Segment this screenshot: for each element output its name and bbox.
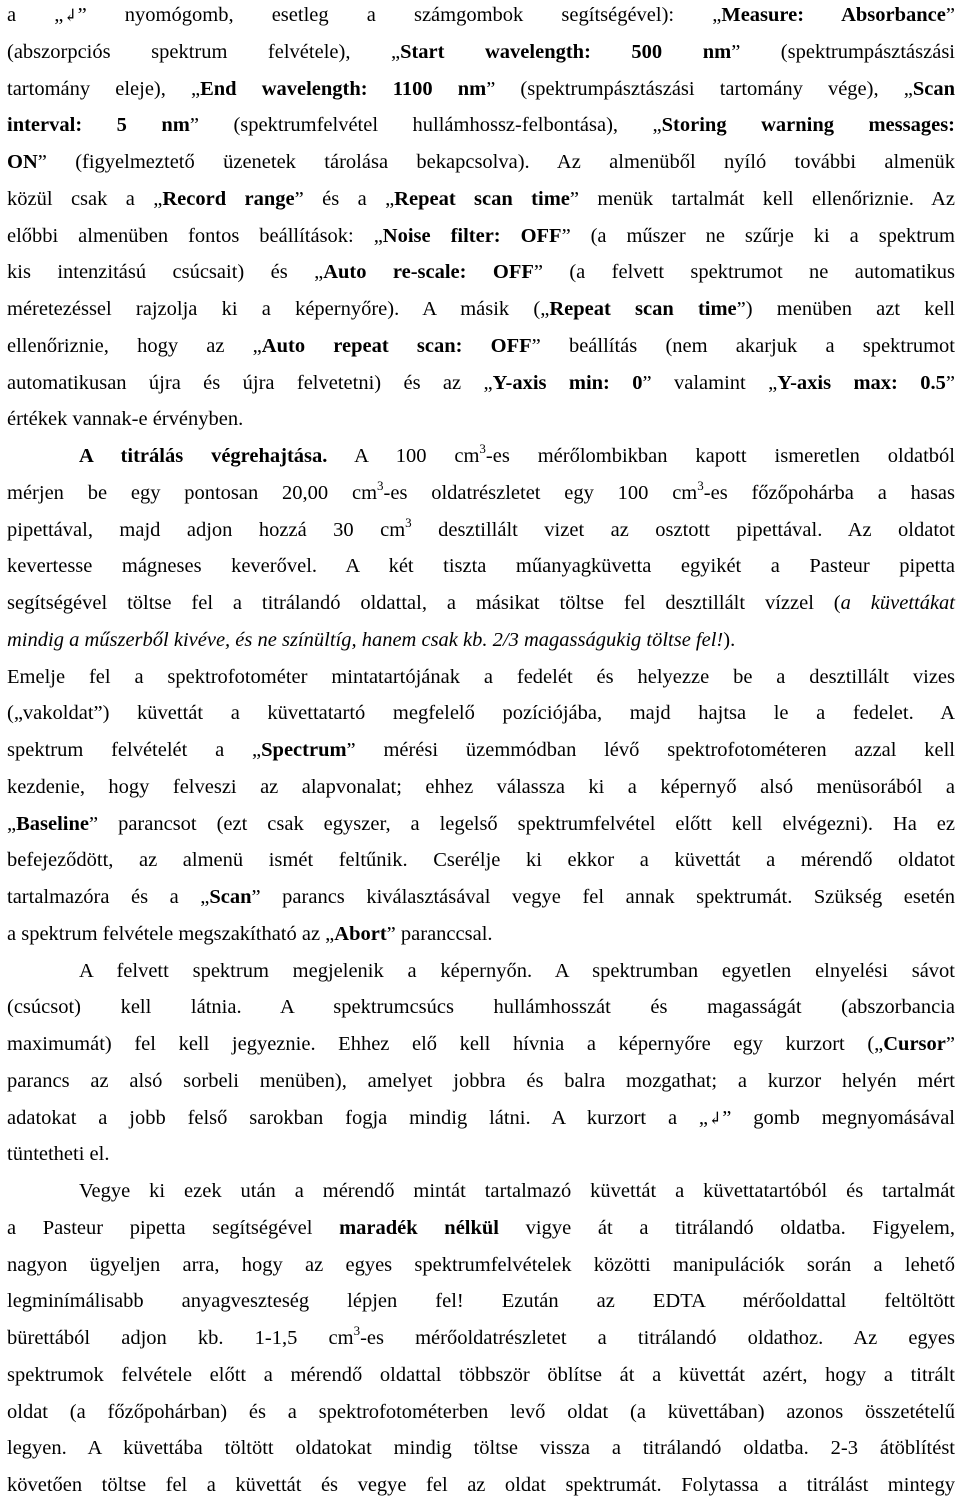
text-line (7, 769, 955, 805)
text-run: spektrum felvételét a „ (7, 739, 262, 761)
text-run: A 100 cm (327, 445, 480, 467)
text-line (79, 953, 955, 989)
text-run: befejeződött, az almenü ismét feltűnik. Cserélje ki ekkor a küvettát a mérendő oldatot (7, 849, 955, 872)
text-line (7, 1357, 955, 1393)
text-run: ” (a felvett spektrumot ne automatikus (533, 261, 955, 284)
text-run: Vegye ki ezek után a mérendő mintát tartalmazó küvettát a küvettatartóból és tartalmát (79, 1180, 955, 1202)
text-line (7, 732, 955, 768)
text-run: -es mérőlombikban kapott ismeretlen oldatból (485, 445, 955, 467)
text-run: nagyon ügyeljen arra, hogy az egyes spektrumfelvételek közötti manipulációk során a lehető (7, 1253, 955, 1276)
text-line (7, 1467, 955, 1503)
text-run: „ (7, 812, 17, 835)
text-run: legyen. A küvettába töltött oldatokat mindig töltse vissza a titrálandó oldatba. 2-3 átöblítést (7, 1437, 955, 1460)
text-line (7, 548, 955, 584)
bold-run: Start wavelength: 500 nm (400, 40, 732, 63)
text-run: ” (figyelmeztető üzenetek tárolása bekapcsolva). Az almenüből nyíló további almenük (37, 151, 955, 173)
text-run: ). (723, 628, 736, 651)
text-run: pipettával, majd adjon hozzá 30 cm (7, 518, 406, 541)
bold-run: Record range (162, 187, 295, 210)
italic-run: mindig a műszerből kivéve, és ne színültíg, hanem csak kb. 2/3 magasságukig töltse fel! (7, 628, 724, 651)
text-run: értékek vannak-e érvényben. (7, 408, 244, 431)
text-run: spektrumok felvétele előtt a mérendő oldattal többször öblítse át a küvettát azért, hogy a titrált (7, 1363, 955, 1386)
text-run: tartomány eleje), „ (7, 77, 201, 100)
text-line (7, 842, 955, 878)
text-run: ” nyomógomb, esetleg a számgombok segítségével): „ (77, 4, 722, 26)
text-run: („vakoldat”) küvettát a küvettatartó megfelelő pozíciójába, majd hajtsa le a fedelet. A (7, 702, 955, 725)
text-line (7, 1320, 955, 1356)
bold-run: interval: 5 nm (7, 114, 190, 137)
bold-run: Repeat scan time (549, 298, 737, 320)
text-run: (abszorpciós spektrum felvétele), „ (7, 40, 401, 63)
text-run: a Pasteur pipetta segítségével (7, 1216, 340, 1239)
bold-run: Storing warning messages: (661, 114, 956, 137)
text-run: maximumát) fel kell jegyeznie. Ehhez elő kell hívnia a képernyőre egy kurzort („ (7, 1033, 884, 1055)
bold-run: Auto re-scale: OFF (323, 261, 534, 284)
text-line (7, 989, 955, 1025)
bold-run: Measure: Absorbance (721, 4, 946, 26)
text-run: a „ (7, 4, 64, 26)
text-run: parancs az alsó sorbeli menüben), amelyet jobbra és balra mozgathat; a kurzor helyén mért (7, 1069, 955, 1092)
text-run: -es oldatrészletet egy 100 cm (383, 481, 698, 504)
text-line (7, 879, 955, 915)
text-line (7, 1063, 955, 1099)
text-run: vigye át a titrálandó oldatba. Figyelem, (499, 1216, 955, 1239)
text-line (7, 1026, 955, 1062)
superscript: 3 (377, 477, 384, 493)
text-run: közül csak a „ (7, 187, 163, 210)
text-line (7, 401, 955, 437)
text-line (7, 107, 955, 143)
section-heading: A titrálás végrehajtása. (79, 445, 328, 467)
text-run: ” (945, 4, 955, 26)
text-run: ” (a műszer ne szűrje ki a spektrum (561, 224, 955, 247)
text-line (79, 1173, 955, 1209)
text-line (7, 218, 955, 254)
text-run: adatokat a jobb felső sarokban fogja mindig látni. A kurzort a „ (7, 1106, 709, 1129)
text-line (7, 695, 955, 731)
bold-run: ON (7, 151, 38, 173)
text-line (7, 328, 955, 364)
text-run: automatikusan újra és újra felvetetni) és az „ (7, 371, 493, 394)
text-run: kevertesse mágneses keverővel. A két tiszta műanyagküvetta egyikét a Pasteur pipetta (7, 555, 955, 578)
superscript: 3 (405, 514, 412, 530)
text-line (7, 512, 955, 548)
text-run: ” (945, 371, 955, 394)
return-key-icon: ↲ (63, 6, 78, 25)
superscript: 3 (479, 441, 486, 457)
text-line (7, 0, 955, 33)
text-run: a spektrum felvétele megszakítható az „ (7, 922, 335, 945)
text-run: ” gomb megnyomásával (722, 1106, 955, 1129)
text-run: ” paranccsal. (386, 922, 493, 945)
text-run: (csúcsot) kell látnia. A spektrumcsúcs hullámhosszát és magasságát (abszorbancia (7, 996, 955, 1019)
text-line (7, 365, 955, 401)
italic-run: a küvettákat (840, 592, 956, 614)
bold-run: maradék nélkül (339, 1216, 499, 1239)
text-run: ” valamint „ (642, 371, 778, 394)
bold-run: Repeat scan time (394, 187, 570, 210)
text-run: ” (945, 1033, 955, 1055)
return-key-icon: ↲ (708, 1108, 723, 1128)
text-line (7, 622, 955, 658)
text-run: tüntetheti el. (7, 1143, 110, 1166)
text-line (7, 1210, 955, 1246)
text-run: ” és a „ (294, 187, 395, 210)
text-run: ” (spektrumfelvétel hullámhossz-felbontása), „ (189, 114, 662, 137)
text-run: ” menük tartalmát kell ellenőriznie. Az (569, 187, 955, 210)
text-line (7, 291, 955, 327)
text-line (7, 585, 955, 621)
text-line (79, 438, 955, 474)
text-line (7, 1283, 955, 1319)
text-line (7, 34, 955, 70)
text-run: oldat (a főzőpohárban) és a spektrofotométerben levő oldat (a küvettában) azonos összetételű (7, 1400, 955, 1423)
text-line (7, 1247, 955, 1283)
superscript: 3 (353, 1323, 361, 1339)
text-run: ”) menüben azt kell (736, 298, 956, 320)
text-run: legminímálisabb anyagveszteség lépjen fel! Ezután az EDTA mérőoldattal feltöltött (7, 1290, 955, 1313)
text-line (7, 475, 955, 511)
text-line (7, 1394, 955, 1430)
text-line (7, 1430, 955, 1466)
text-line (7, 806, 955, 842)
text-run: követően töltse fel a küvettát és vegye fel az oldat spektrumát. Folytassa a titrálást mintegy (7, 1474, 955, 1496)
text-run: -es főzőpohárba a hasas (703, 481, 955, 504)
text-line (7, 144, 955, 180)
bold-run: Y-axis min: 0 (492, 371, 643, 394)
bold-run: Cursor (883, 1033, 946, 1055)
bold-run: Auto repeat scan: OFF (261, 334, 532, 357)
text-run: segítségével töltse fel a titrálandó oldattal, a másikat töltse fel desztillált vízzel ( (7, 592, 841, 614)
text-run: ” beállítás (nem akarjuk a spektrumot (531, 334, 955, 357)
text-run: kis intenzitású csúcsait) és „ (7, 261, 324, 284)
text-line (7, 659, 955, 695)
bold-run: Spectrum (261, 739, 347, 761)
text-run: ” parancs kiválasztásával vegye fel annak spektrumát. Szükség esetén (251, 886, 955, 908)
text-line (7, 254, 955, 290)
text-run: Emelje fel a spektrofotométer mintatartójának a fedelét és helyezze be a desztillált vizes (7, 665, 955, 688)
text-run: ellenőriznie, hogy az „ (7, 334, 262, 357)
text-run: előbbi almenüben fontos beállítások: „ (7, 224, 383, 247)
text-run: méretezéssel rajzolja ki a képernyőre). A másik („ (7, 298, 550, 320)
text-run: mérjen be egy pontosan 20,00 cm (7, 481, 378, 504)
bold-run: End wavelength: 1100 nm (200, 77, 487, 100)
bold-run: Y-axis max: 0.5 (777, 371, 946, 394)
text-run: ” mérési üzemmódban lévő spektrofotométeren azzal kell (346, 739, 955, 761)
bold-run: Scan (209, 886, 252, 908)
text-run: ” parancsot (ezt csak egyszer, a legelső spektrumfelvétel előtt kell elvégezni). Ha ez (89, 812, 955, 835)
text-run: ” (spektrumpásztászási (731, 40, 955, 63)
text-line (7, 71, 955, 107)
text-run: tartalmazóra és a „ (7, 886, 210, 908)
text-line (7, 1100, 955, 1136)
text-line (7, 916, 955, 952)
text-run: bürettából adjon kb. 1-1,5 cm (7, 1327, 354, 1349)
superscript: 3 (697, 477, 704, 493)
text-run: ” (spektrumpásztászási tartomány vége), „ (486, 77, 913, 100)
bold-run: Scan (912, 77, 955, 100)
text-line (7, 1136, 955, 1172)
text-run: kezdenie, hogy felveszi az alapvonalat; ehhez válassza ki a képernyő alsó menüsorából a (7, 775, 955, 798)
bold-run: Noise filter: OFF (382, 224, 562, 247)
text-run: -es mérőoldatrészletet a titrálandó oldathoz. Az egyes (360, 1327, 956, 1349)
text-run: A felvett spektrum megjelenik a képernyőn. A spektrumban egyetlen elnyelési sávot (79, 959, 955, 982)
text-run: desztillált vizet az osztott pipettával. Az oldatot (411, 518, 955, 541)
bold-run: Abort (334, 922, 387, 945)
bold-run: Baseline (16, 812, 90, 835)
text-line (7, 181, 955, 217)
